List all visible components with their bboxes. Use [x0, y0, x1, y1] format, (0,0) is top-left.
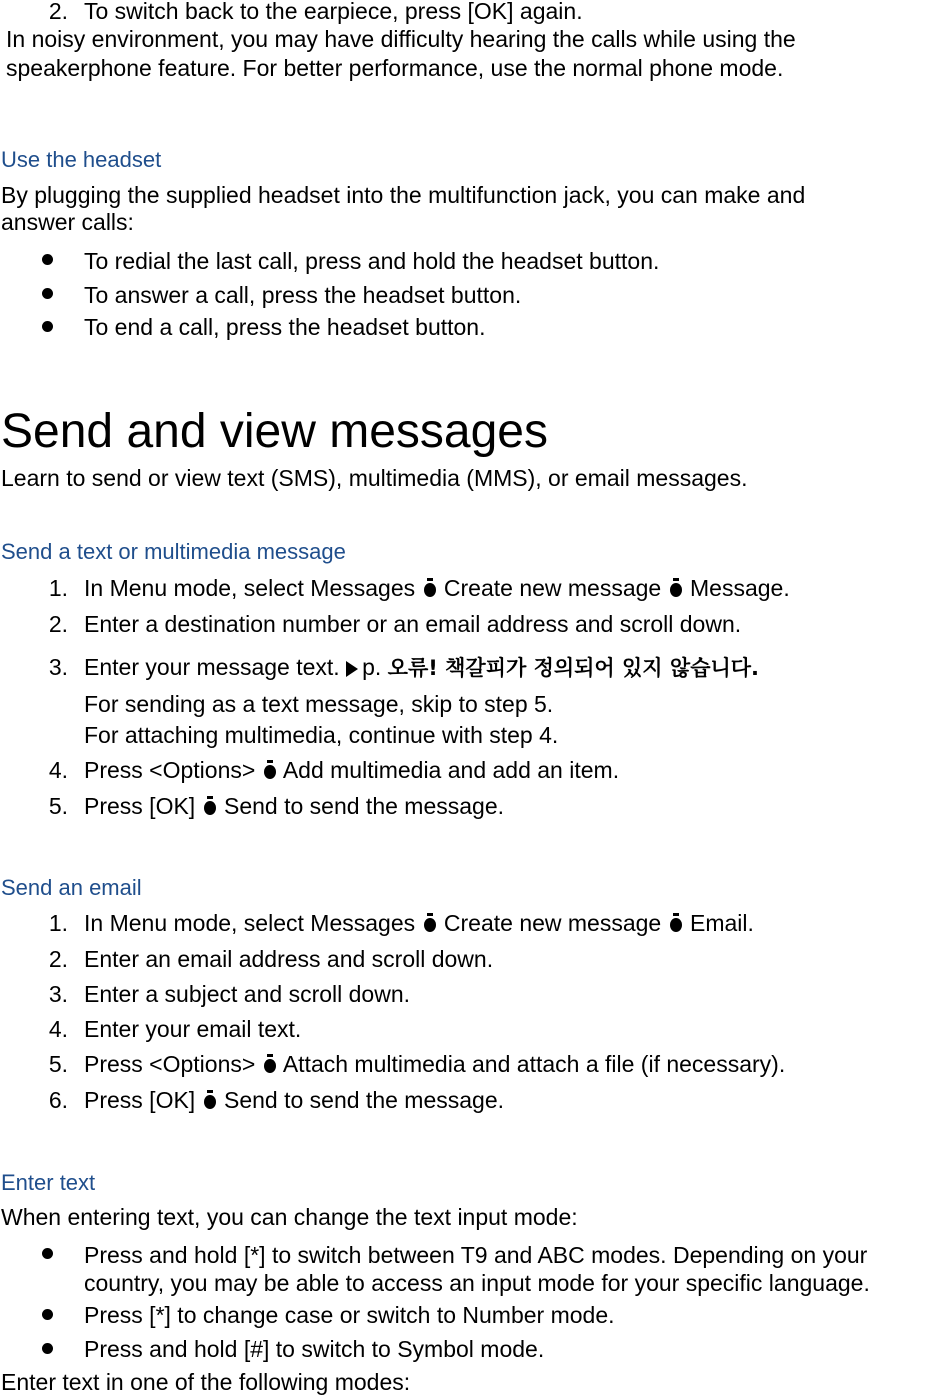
step-text-part: Create new message [443, 575, 662, 601]
step-text-part: Attach multimedia and attach a file (if necessary). [282, 1051, 786, 1077]
error-text: 오류! 책갈피가 정의되어 있지 않습니다. [387, 656, 760, 680]
arrow-icon [424, 918, 436, 932]
step-text: Enter an email address and scroll down. [84, 946, 494, 972]
arrow-icon [670, 918, 682, 932]
step-text-part: Send to send the message. [223, 793, 505, 819]
arrow-icon [670, 583, 682, 597]
step-text: Enter a destination number or an email address and scroll down. [84, 611, 742, 637]
arrow-icon [424, 583, 436, 597]
step-note: For attaching multimedia, continue with step 4. [84, 722, 559, 748]
list-item: To redial the last call, press and hold the headset button. [84, 248, 660, 274]
step-number: 2. [48, 0, 68, 24]
section-title-enter-text: Enter text [1, 1170, 96, 1195]
step-number: 5. [48, 793, 68, 819]
step-text [84, 792, 504, 820]
section-title-headset: Use the headset [1, 147, 162, 172]
step-number: 2. [48, 946, 68, 972]
step-text: To switch back to the earpiece, press [OK] again. [84, 0, 583, 24]
step-number: 4. [48, 757, 68, 783]
list-item: Press and hold [*] to switch between T9 and ABC modes. Depending on your [84, 1242, 868, 1268]
step-text: Enter a subject and scroll down. [84, 981, 411, 1007]
section-title-send-email: Send an email [1, 875, 142, 900]
paragraph: answer calls: [1, 209, 134, 235]
step-text-part: Press <Options> [84, 1051, 256, 1077]
step-text [84, 574, 790, 602]
step-text-part: Message. [690, 575, 790, 601]
list-item: To answer a call, press the headset button. [84, 282, 522, 308]
step-text-part: In Menu mode, select Messages [84, 910, 416, 936]
list-item: country, you may be able to access an input mode for your specific language. [84, 1270, 870, 1296]
paragraph: By plugging the supplied headset into the multifunction jack, you can make and [1, 182, 806, 208]
list-item: To end a call, press the headset button. [84, 314, 486, 340]
step-text [84, 1050, 785, 1078]
step-text-part: Create new message [443, 910, 662, 936]
bullet-icon [42, 321, 53, 332]
step-text-part: Add multimedia and add an item. [282, 757, 620, 783]
step-text-part: Press <Options> [84, 757, 256, 783]
step-text [84, 909, 754, 937]
step-text: Enter your email text. [84, 1016, 302, 1042]
step-number: 3. [48, 654, 68, 680]
step-number: 6. [48, 1087, 68, 1113]
list-item: Press [*] to change case or switch to Number mode. [84, 1302, 615, 1328]
paragraph: Learn to send or view text (SMS), multimedia (MMS), or email messages. [1, 465, 748, 491]
paragraph: When entering text, you can change the text input mode: [1, 1204, 578, 1230]
arrow-icon [204, 1095, 216, 1109]
step-text-part: Enter your message text. [84, 654, 340, 680]
page-title: Send and view messages [1, 405, 548, 458]
step-number: 1. [48, 575, 68, 601]
section-title-send-text: Send a text or multimedia message [1, 539, 346, 564]
step-number: 1. [48, 910, 68, 936]
bullet-icon [42, 1343, 53, 1354]
step-number: 5. [48, 1051, 68, 1077]
step-number: 4. [48, 1016, 68, 1042]
step-text [84, 1086, 504, 1114]
bullet-icon [42, 254, 53, 265]
step-text [84, 756, 619, 784]
step-text-part: Send to send the message. [223, 1087, 505, 1113]
list-item: Press and hold [#] to switch to Symbol mode. [84, 1336, 545, 1362]
bullet-icon [42, 1309, 53, 1320]
step-text-part: Press [OK] [84, 1087, 196, 1113]
step-text-part: Email. [690, 910, 754, 936]
step-text-part: In Menu mode, select Messages [84, 575, 416, 601]
step-number: 3. [48, 981, 68, 1007]
step-note: For sending as a text message, skip to step 5. [84, 691, 554, 717]
step-text [84, 653, 759, 682]
note-line: In noisy environment, you may have difficulty hearing the calls while using the [6, 26, 796, 52]
arrow-icon [264, 1059, 276, 1073]
page-ref: p. [362, 654, 382, 680]
step-number: 2. [48, 611, 68, 637]
arrow-icon [264, 765, 276, 779]
arrow-icon [204, 801, 216, 815]
paragraph: Enter text in one of the following modes: [1, 1369, 411, 1395]
bullet-icon [42, 288, 53, 299]
note-line: speakerphone feature. For better performance, use the normal phone mode. [6, 55, 784, 81]
bullet-icon [42, 1248, 53, 1259]
play-arrow-icon [346, 661, 358, 677]
step-text-part: Press [OK] [84, 793, 196, 819]
